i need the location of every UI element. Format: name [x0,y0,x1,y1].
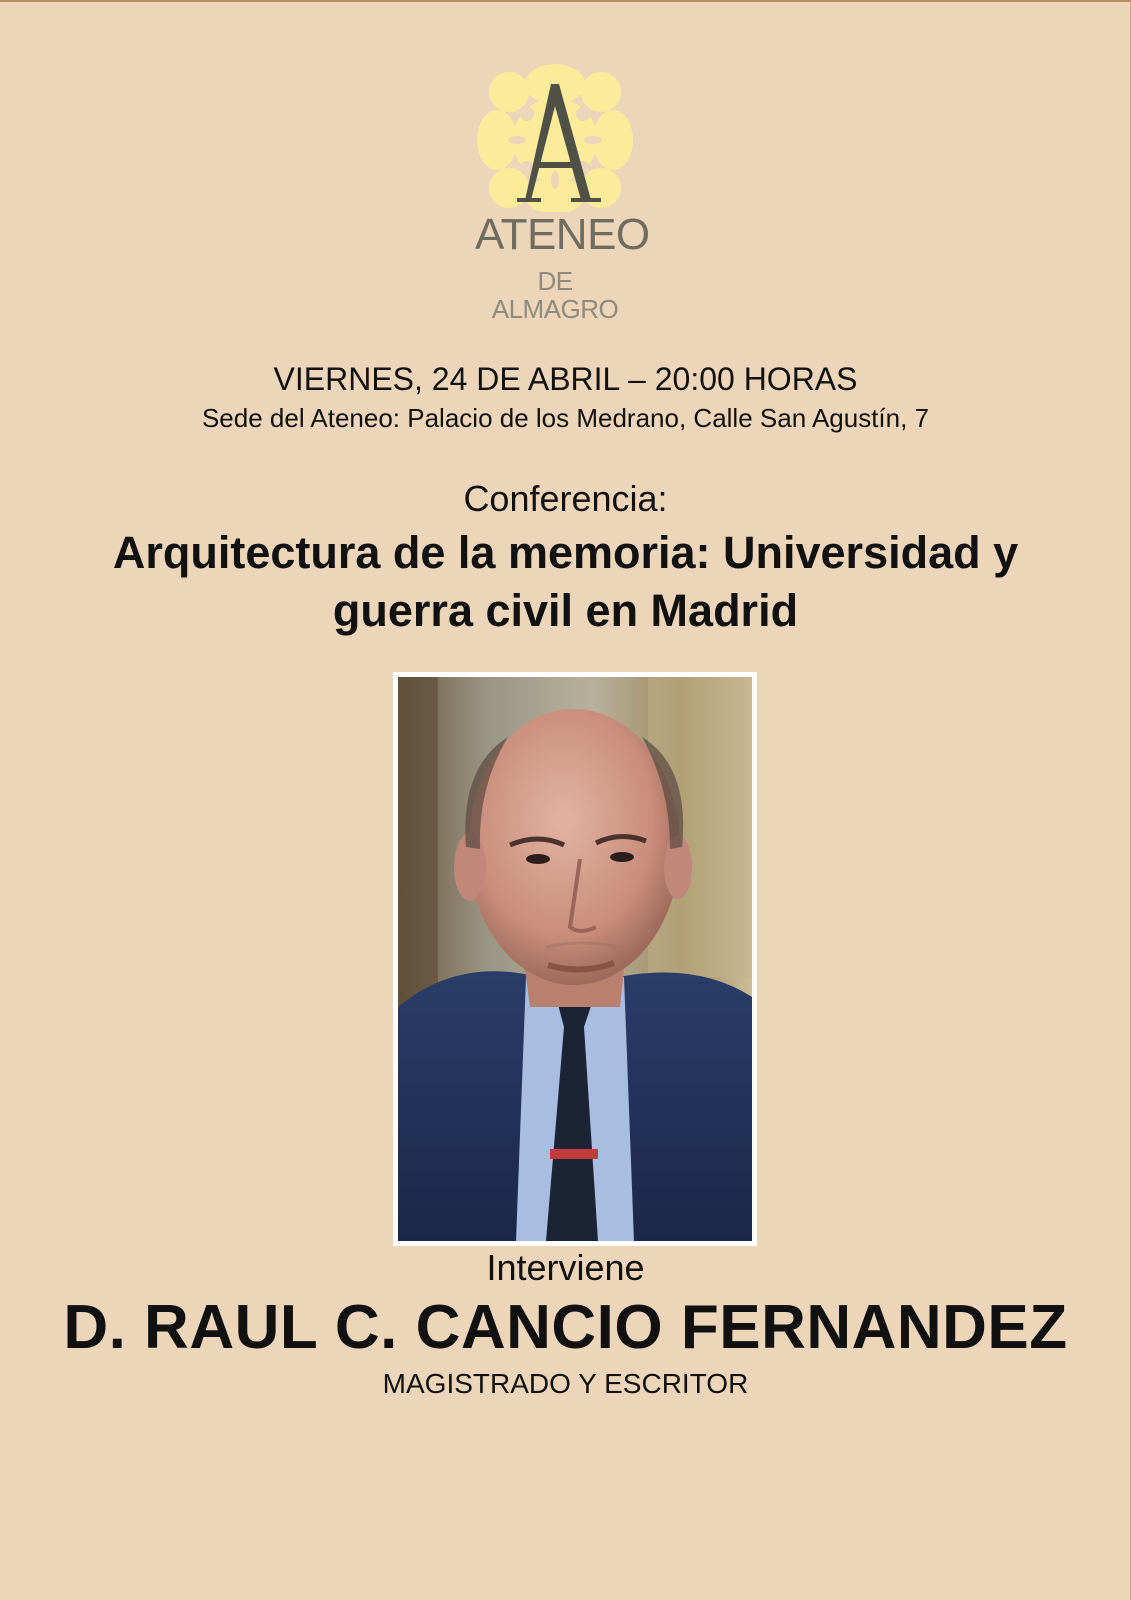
event-kind: Conferencia: [463,478,668,519]
event-venue: Sede del Ateneo: Palacio de los Medrano, Calle San Agustín, 7 [201,403,930,433]
speaker-portrait-image [398,677,752,1241]
speaker-role: MAGISTRADO Y ESCRITOR [382,1368,749,1399]
speaker-name: D. RAUL C. CANCIO FERNANDEZ [63,1293,1068,1362]
speaker-photo [393,672,757,1246]
speaker-intro: Interviene [486,1247,645,1288]
event-title-line-1: Arquitectura de la memoria: Universidad y [112,527,1019,578]
logo-subname: DE ALMAGRO [491,266,619,324]
event-title-line-2: guerra civil en Madrid [332,585,799,636]
ateneo-logo [475,62,650,324]
event-title [40,524,1091,640]
logo-name: ATENEO [475,210,650,259]
ornament-icon [475,62,635,212]
event-date-time: VIERNES, 24 DE ABRIL – 20:00 HORAS [273,361,858,397]
